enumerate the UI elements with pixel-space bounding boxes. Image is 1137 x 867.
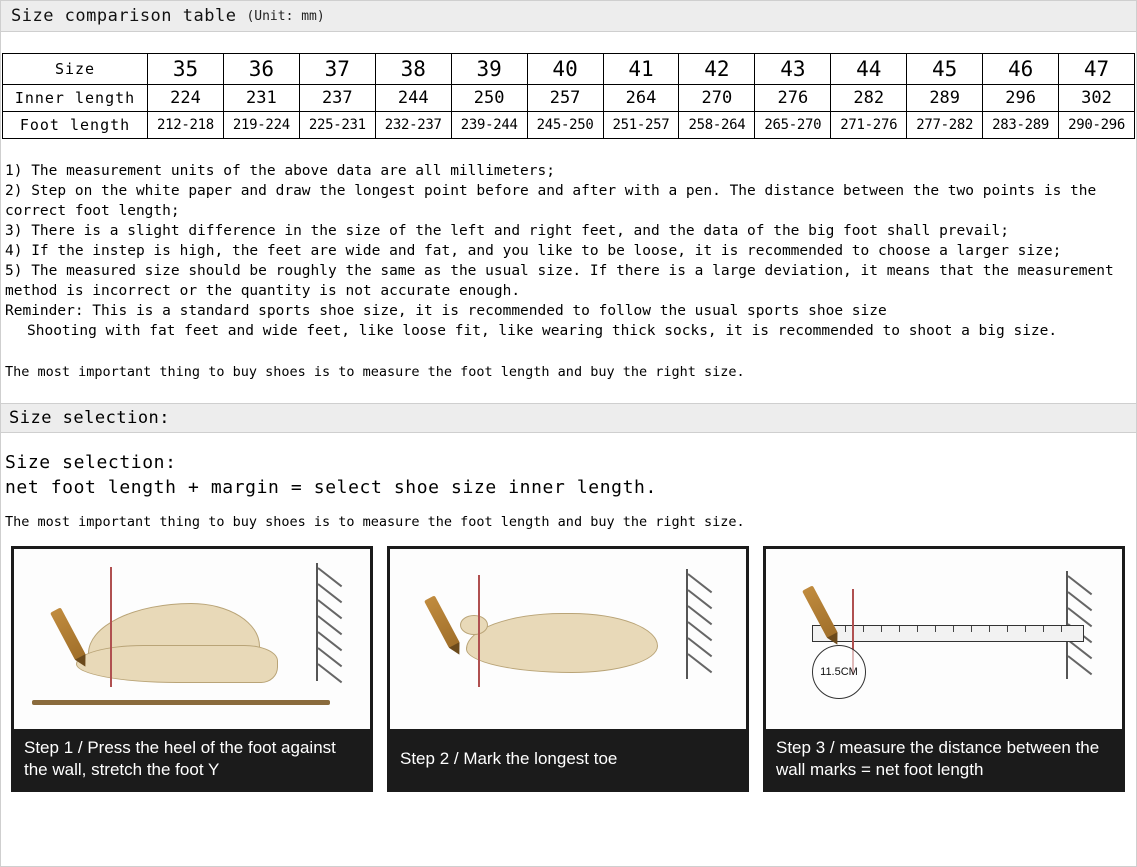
selection-block (5, 451, 1136, 500)
page-title: Size comparison table (11, 6, 237, 26)
selection-heading: Size selection: (5, 452, 177, 473)
step-1-caption: Step 1 / Press the heel of the foot against the wall, stretch the foot Y (14, 729, 370, 789)
size-cell: 40 (527, 54, 603, 85)
note-item: 4) If the instep is high, the feet are wide and fat, and you like to be loose, it is recommended to choose a larger size; (5, 243, 1062, 259)
pen-icon (424, 595, 460, 648)
measure-guide-line (110, 567, 112, 687)
inner-length-cell: 302 (1059, 85, 1135, 112)
foot-length-cell: 290-296 (1059, 112, 1135, 139)
note-item: 3) There is a slight difference in the size of the left and right feet, and the data of the big foot shall prevail; (5, 223, 1009, 239)
inner-length-cell: 289 (907, 85, 983, 112)
step-card-2 (387, 546, 749, 792)
size-cell: 46 (983, 54, 1059, 85)
inner-length-cell: 276 (755, 85, 831, 112)
note-reminder: Reminder: This is a standard sports shoe size, it is recommended to follow the usual sports shoe size (5, 303, 887, 319)
foot-length-cell: 265-270 (755, 112, 831, 139)
note-indented: Shooting with fat feet and wide feet, like loose fit, like wearing thick socks, it is recommended to shoot a big size. (27, 323, 1058, 339)
size-cell: 45 (907, 54, 983, 85)
size-cell: 44 (831, 54, 907, 85)
foot-length-cell: 277-282 (907, 112, 983, 139)
note-item: 5) The measured size should be roughly the same as the usual size. If there is a large deviation, it means that the measurement method is incorrect or the quantity is not accurate enough. (5, 263, 1123, 299)
table-row (3, 85, 1135, 112)
inner-length-cell: 264 (603, 85, 679, 112)
inner-length-cell: 244 (375, 85, 451, 112)
size-cell: 41 (603, 54, 679, 85)
selection-note: The most important thing to buy shoes is to measure the foot length and buy the right size. (5, 514, 745, 530)
size-cell: 43 (755, 54, 831, 85)
row-label-inner-length: Inner length (3, 85, 148, 112)
steps-gallery (11, 546, 1136, 792)
toe-shape (460, 615, 488, 635)
table-row (3, 112, 1135, 139)
foot-length-cell: 219-224 (223, 112, 299, 139)
foot-length-cell: 283-289 (983, 112, 1059, 139)
foot-length-cell: 251-257 (603, 112, 679, 139)
size-cell: 38 (375, 54, 451, 85)
foot-length-cell: 225-231 (299, 112, 375, 139)
foot-length-cell: 212-218 (148, 112, 224, 139)
inner-length-cell: 237 (299, 85, 375, 112)
row-label-foot-length: Foot length (3, 112, 148, 139)
size-cell: 37 (299, 54, 375, 85)
step-2-illustration (390, 549, 746, 729)
foot-length-cell: 239-244 (451, 112, 527, 139)
foot-length-cell: 258-264 (679, 112, 755, 139)
header-band (1, 1, 1136, 32)
foot-length-cell: 271-276 (831, 112, 907, 139)
step-2-caption: Step 2 / Mark the longest toe (390, 729, 746, 789)
size-table-wrapper (1, 53, 1136, 139)
size-cell: 35 (148, 54, 224, 85)
inner-length-cell: 231 (223, 85, 299, 112)
inner-length-cell: 270 (679, 85, 755, 112)
step-card-3 (763, 546, 1125, 792)
step-3-illustration (766, 549, 1122, 729)
foot-shape (466, 613, 658, 673)
step-card-1 (11, 546, 373, 792)
size-cell: 36 (223, 54, 299, 85)
size-cell: 39 (451, 54, 527, 85)
inner-length-cell: 296 (983, 85, 1059, 112)
pen-icon (50, 607, 86, 660)
notes-block (5, 161, 1133, 341)
inner-length-cell: 282 (831, 85, 907, 112)
unit-label: (Unit: mm) (246, 8, 325, 24)
selection-formula: net foot length + margin = select shoe size inner length. (5, 477, 657, 498)
foot-length-cell: 245-250 (527, 112, 603, 139)
table-row (3, 54, 1135, 85)
note-item: 2) Step on the white paper and draw the longest point before and after with a pen. The distance between the two points is the correct foot length; (5, 183, 1105, 219)
inner-length-cell: 257 (527, 85, 603, 112)
size-comparison-table (2, 53, 1135, 139)
step-3-caption: Step 3 / measure the distance between the wall marks = net foot length (766, 729, 1122, 789)
measure-guide-line (478, 575, 480, 687)
size-cell: 42 (679, 54, 755, 85)
section-bar (1, 403, 1136, 433)
emphasis-text: The most important thing to buy shoes is to measure the foot length and buy the right size. (5, 364, 745, 380)
note-item: 1) The measurement units of the above data are all millimeters; (5, 163, 555, 179)
foot-length-cell: 232-237 (375, 112, 451, 139)
wall-hatch-icon (316, 563, 350, 681)
inner-length-cell: 224 (148, 85, 224, 112)
size-cell: 47 (1059, 54, 1135, 85)
foot-heel-shape (76, 645, 278, 683)
row-label-size: Size (3, 54, 148, 85)
inner-length-cell: 250 (451, 85, 527, 112)
ground-line (32, 700, 330, 705)
section-bar-title: Size selection: (9, 408, 171, 428)
step-1-illustration (14, 549, 370, 729)
wall-hatch-icon (686, 569, 720, 679)
measure-value-badge: 11.5CM (812, 645, 866, 699)
